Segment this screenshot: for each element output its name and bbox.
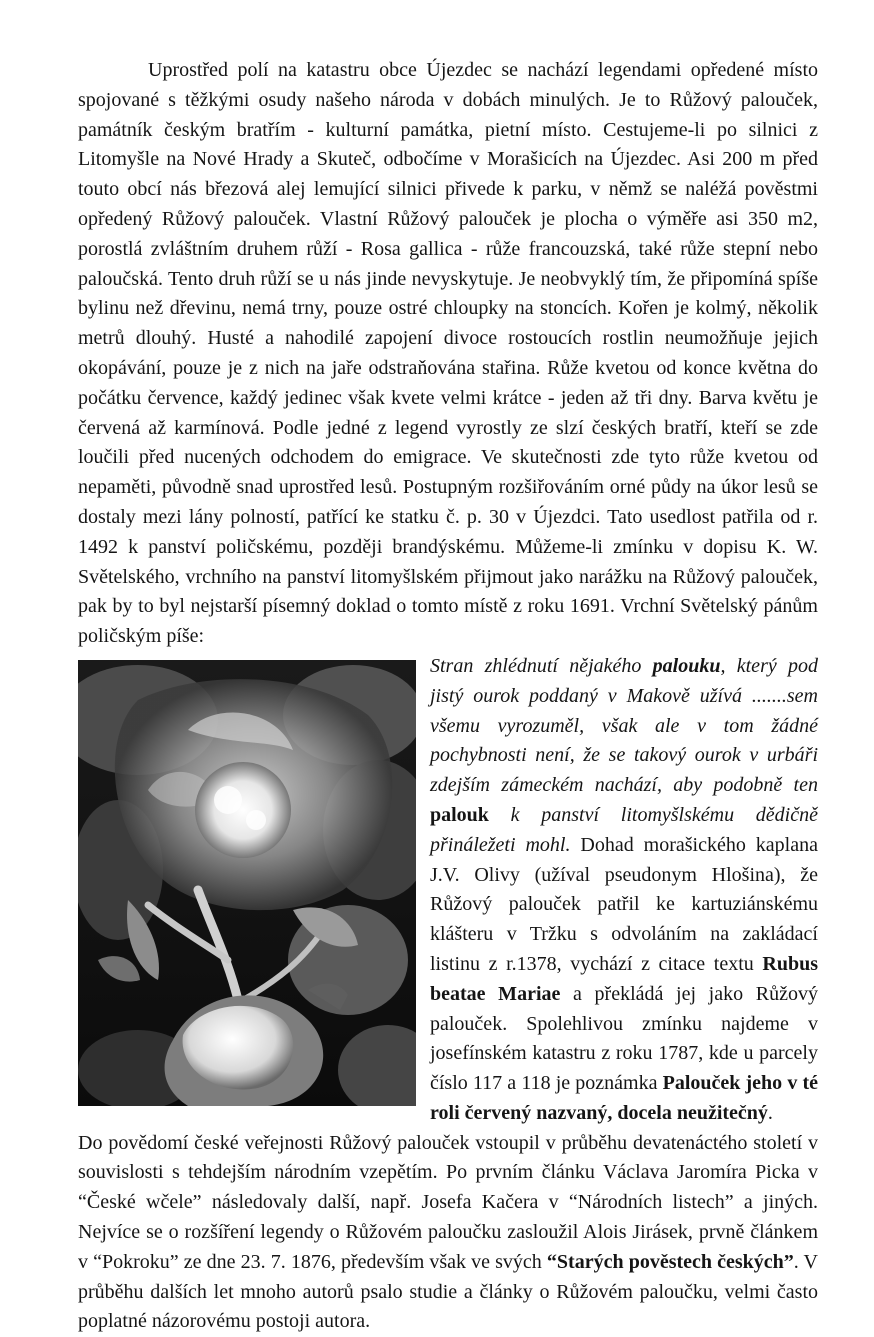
paragraph-1-text: Uprostřed polí na katastru obce Újezdec se nachází legendami opředené místo spojované s těžkými osudy našeho národa v dobách minulých. Je to Růžový palouček, památník českým bratřím - kulturní památka, pietní místo. Cestujeme-li po silnici z Litomyšle na Nové Hrady a Skuteč, odbočíme v Morašicích na Újezdec. Asi 200 m před touto obcí nás březová alej lemující silnici přivede k parku, v němž se naléžá pověstmi opředený Růžový palouček. Vlastní Růžový palouček je plocha o výměře asi 350 m2, porostlá zvláštním druhem růží - Rosa gallica - růže francouzská, také růže stepní nebo paloučská. Tento druh růží se u nás jinde nevyskytuje. Je neobvyklý tím, že připomíná spíše bylinu než dřevinu, nemá trny, pouze ostré chloupky na stoncích. Kořen je kolmý, několik metrů dlouhý. Husté a nahodilé zapojení divoce rostoucích rostlin neumožňuje jejich okopávání, pouze je z nich na jaře odstraňována stařina. Růže kvetou od konce května do počátku července, každý jedinec však kvete velmi krátce - jeden až tři dny. Barva květu je červená až karmínová. Podle jedné z legend vyrostly ze slzí českých bratří, kteří se zde loučili před nucených odchodem do emigrace. Ve skutečnosti zde tyto růže kvetou od nepaměti, původně snad uprostřed lesů. Postupným rozšiřováním orné půdy na úkor lesů se dostaly mezi lány polností, patřící ke statku č. p. 30 v Újezdci. Tato usedlost patřila od r. 1492 k panství poličskému, později brandýskému. Můžeme-li zmínku v dopisu K. W. Světelského, vrchního na panství litomyšlském přijmout jako narážku na Růžový palouček, pak by to byl nejstarší písemný doklad o tomto místě z roku 1691. Vrchní Světelský pánům poličským píše: xyxy=(78,59,818,648)
paragraph-1-text-3: a překládá jej jako Růžový palouček. Spolehlivou zmínku najdeme v josefínském katastru z roku 1787, kde u parcely číslo 117 a 118 je poznámka xyxy=(430,982,818,1095)
quote-part-2: , který pod jistý ourok poddaný v Makově užívá .......sem všemu vyrozuměl, však ale v tom žádné pochybnosti není, že se takový ourok v urbáři zdejším zámeckém nachází, aby podobně ten xyxy=(430,654,818,797)
quote-bold-palouku: palouku xyxy=(652,654,721,677)
rose-flower-photo xyxy=(78,660,416,1106)
quote-part-1: Stran zhlédnutí nějakého xyxy=(430,654,653,677)
paragraph-1 xyxy=(78,56,818,652)
paragraph-2-text-2: . V průběhu dalších let mnoho autorů psalo studie a články o Růžovém paloučku, velmi často poplatné názorovému postoji autora. xyxy=(78,1250,818,1333)
quote-part-3: k panství litomyšlskému dědičně přináležeti mohl. xyxy=(430,803,818,856)
bold-stare-povesti: “Starých pověstech českých” xyxy=(546,1250,794,1273)
bold-rubus: Rubus beatae Mariae xyxy=(430,952,818,1005)
paragraph-2-text: Do povědomí české veřejnosti Růžový palouček vstoupil v průběhu devatenáctého století v souvislosti s tehdejším národním vzepětím. Po prvním článku Václava Jaromíra Picka v “České wčele” následovaly další, např. Josefa Kačera v “Národních listech” a jiných. Nejvíce se o rozšíření legendy o Růžovém paloučku zasloužil Alois Jirásek, prvně článkem v “Pokroku” ze dne 23. 7. 1876, především však ve svých xyxy=(78,1131,818,1273)
quote-bold-palouk: palouk xyxy=(430,803,489,826)
rose-photo-graphic xyxy=(78,660,416,1106)
text-column xyxy=(78,56,818,1337)
paragraph-2 xyxy=(78,1129,818,1337)
paragraph-1-end: . xyxy=(767,1101,773,1124)
bold-palouček-note: Palouček jeho v té roli červený nazvaný, docela neužitečný xyxy=(430,1072,818,1124)
paragraph-1-text-2: Dohad morašického kaplana J.V. Olivy (užíval pseudonym Hlošina), že Růžový palouček patřil ke kartuziánskému klášteru v Tržku s odvoláním na zakládací listinu z r.1378, vychází z citace textu xyxy=(430,833,818,975)
